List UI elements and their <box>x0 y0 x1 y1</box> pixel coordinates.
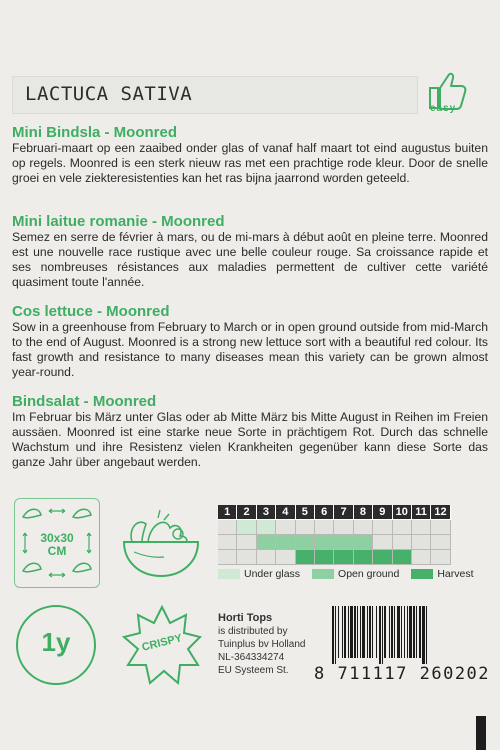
calendar-cell <box>237 520 256 535</box>
barcode-bar <box>338 606 339 658</box>
barcode-bar <box>376 606 377 658</box>
distributor-brand: Horti Tops <box>218 612 273 624</box>
legend-swatch-under-glass <box>218 569 240 579</box>
barcode-bar <box>409 606 412 658</box>
calendar-month-label: 12 <box>431 505 450 520</box>
section-title: Mini laitue romanie - Moonred <box>12 213 225 230</box>
latin-name-bar <box>12 76 418 114</box>
barcode-bar <box>367 606 368 658</box>
calendar-month-label: 2 <box>237 505 256 520</box>
calendar-row-under-glass <box>218 520 451 535</box>
lifespan-icon <box>16 605 96 685</box>
calendar-cell <box>334 550 353 565</box>
calendar-cell <box>296 520 315 535</box>
section-title: Cos lettuce - Moonred <box>12 303 170 320</box>
calendar-month-label: 11 <box>412 505 431 520</box>
barcode-bar <box>360 606 361 658</box>
salad-bowl-icon <box>118 500 204 584</box>
calendar-cell <box>373 520 392 535</box>
barcode-bar <box>379 606 381 664</box>
calendar-header <box>218 505 451 520</box>
barcode-bar <box>384 606 386 658</box>
barcode-bar <box>389 606 390 658</box>
calendar-cell <box>354 550 373 565</box>
barcode-bar <box>382 606 383 664</box>
calendar-cell <box>237 550 256 565</box>
calendar-cell <box>257 520 276 535</box>
section-title: Bindsalat - Moonred <box>12 393 157 410</box>
calendar-month-label: 7 <box>334 505 353 520</box>
barcode-bar <box>422 606 425 664</box>
legend-swatch-open-ground <box>312 569 334 579</box>
barcode-bar <box>404 606 405 658</box>
section-french <box>12 213 488 290</box>
distributor-line: Tuinplus bv Holland <box>218 639 306 650</box>
calendar-cell <box>354 535 373 550</box>
calendar-cell <box>354 520 373 535</box>
calendar-month-label: 6 <box>315 505 334 520</box>
calendar-cell <box>315 535 334 550</box>
barcode-bar <box>342 606 343 658</box>
calendar-cell <box>257 550 276 565</box>
calendar-row-harvest <box>218 550 451 565</box>
barcode-bar <box>416 606 417 658</box>
section-german <box>12 393 488 470</box>
barcode-bar <box>348 606 349 658</box>
barcode-bar <box>419 606 421 658</box>
calendar-cell <box>373 550 392 565</box>
barcode-bar <box>354 606 356 658</box>
barcode-bar <box>335 606 336 664</box>
calendar-cell <box>393 520 412 535</box>
barcode-bar <box>401 606 402 658</box>
barcode-bar <box>362 606 365 658</box>
calendar-cell <box>218 520 237 535</box>
barcode-bar <box>332 606 334 664</box>
barcode-bar <box>372 606 373 658</box>
section-text: Sow in a greenhouse from February to March or in open ground outside from mid-March to the end of August. Moonred is a strong new lettuce sort with a beautiful red colour. Its fast growth and resistance to many diseases mean this variety can be grown almost year-round. <box>12 320 488 379</box>
corner-mark <box>476 716 486 750</box>
barcode-bar <box>394 606 395 658</box>
sowing-calendar <box>218 505 451 565</box>
easy-badge: easy <box>430 103 457 114</box>
calendar-cell <box>431 535 450 550</box>
section-english <box>12 303 488 380</box>
spacing-unit: CM <box>47 544 67 558</box>
calendar-month-label: 9 <box>373 505 392 520</box>
calendar-row-open-ground <box>218 535 451 550</box>
calendar-cell <box>334 535 353 550</box>
distributor-line: EU Systeem St. <box>218 665 289 676</box>
calendar-month-label: 5 <box>296 505 315 520</box>
crispy-icon <box>120 603 204 687</box>
distributor-info <box>218 612 305 677</box>
calendar-cell <box>431 520 450 535</box>
calendar-cell <box>276 550 295 565</box>
calendar-cell <box>237 535 256 550</box>
calendar-cell <box>315 550 334 565</box>
calendar-cell <box>218 535 237 550</box>
calendar-cell <box>412 520 431 535</box>
distributor-line: NL-364334274 <box>218 652 285 663</box>
barcode-bar <box>344 606 346 658</box>
calendar-cell <box>315 520 334 535</box>
section-dutch <box>12 124 488 186</box>
calendar-month-label: 3 <box>257 505 276 520</box>
barcode-number: 8 711117 260202 <box>314 664 491 684</box>
legend-open-ground: Open ground <box>338 568 400 580</box>
legend-harvest: Harvest <box>437 568 474 580</box>
calendar-cell <box>393 535 412 550</box>
calendar-cell <box>334 520 353 535</box>
calendar-legend <box>218 568 474 580</box>
calendar-cell <box>393 550 412 565</box>
barcode-bar <box>413 606 415 658</box>
spacing-icon <box>14 498 100 588</box>
spacing-label <box>15 532 99 558</box>
latin-name: LACTUCA SATIVA <box>25 83 193 105</box>
calendar-cell <box>296 550 315 565</box>
crispy-label: CRISPY <box>140 632 184 654</box>
barcode-bar <box>369 606 371 658</box>
calendar-cell <box>412 535 431 550</box>
calendar-month-label: 8 <box>354 505 373 520</box>
barcode-bar <box>391 606 393 658</box>
section-text: Februari-maart op een zaaibed onder glas of vanaf half maart tot eind augustus buiten op regels. Moonred is een sterk nieuw ras met een prachtige rode kleur. Door de snelle groei en vele ziekteresistenties kan het ras bijna jaarrond worden geteeld. <box>12 141 488 185</box>
section-text: Semez en serre de février à mars, ou de mi-mars à début août en pleine terre. Moonred est une nouvelle race rustique avec une belle couleur rouge. Sa croissance rapide et ses nombreuses résistances aux maladies permettent de cultiver cette variété quasiment toute l'année. <box>12 230 488 289</box>
barcode-bar <box>357 606 358 658</box>
barcode-bar <box>407 606 408 658</box>
barcode-bar <box>397 606 400 658</box>
calendar-month-label: 10 <box>393 505 412 520</box>
legend-swatch-harvest <box>411 569 433 579</box>
barcode-bar <box>350 606 353 658</box>
section-title: Mini Bindsla - Moonred <box>12 124 177 141</box>
calendar-cell <box>276 520 295 535</box>
calendar-cell <box>218 550 237 565</box>
lifespan-value: 1y <box>41 627 71 657</box>
distributor-line: is distributed by <box>218 626 288 637</box>
calendar-cell <box>431 550 450 565</box>
calendar-cell <box>412 550 431 565</box>
calendar-cell <box>257 535 276 550</box>
legend-under-glass: Under glass <box>244 568 301 580</box>
section-text: Im Februar bis März unter Glas oder ab Mitte März bis Mitte August in Reihen im Freien aussäen. Moonred ist eine starke neue Sorte in prächtigem Rot. Durch das schnelle Wachstum und ihre Resistenz vielen Krankheiten gegenüber kann diese Sorte das ganze Jahr über angebaut werden. <box>12 410 488 469</box>
calendar-month-label: 4 <box>276 505 295 520</box>
spacing-value: 30x30 <box>40 531 74 545</box>
calendar-month-label: 1 <box>218 505 237 520</box>
calendar-cell <box>276 535 295 550</box>
barcode-bar <box>426 606 427 664</box>
calendar-cell <box>373 535 392 550</box>
calendar-cell <box>296 535 315 550</box>
